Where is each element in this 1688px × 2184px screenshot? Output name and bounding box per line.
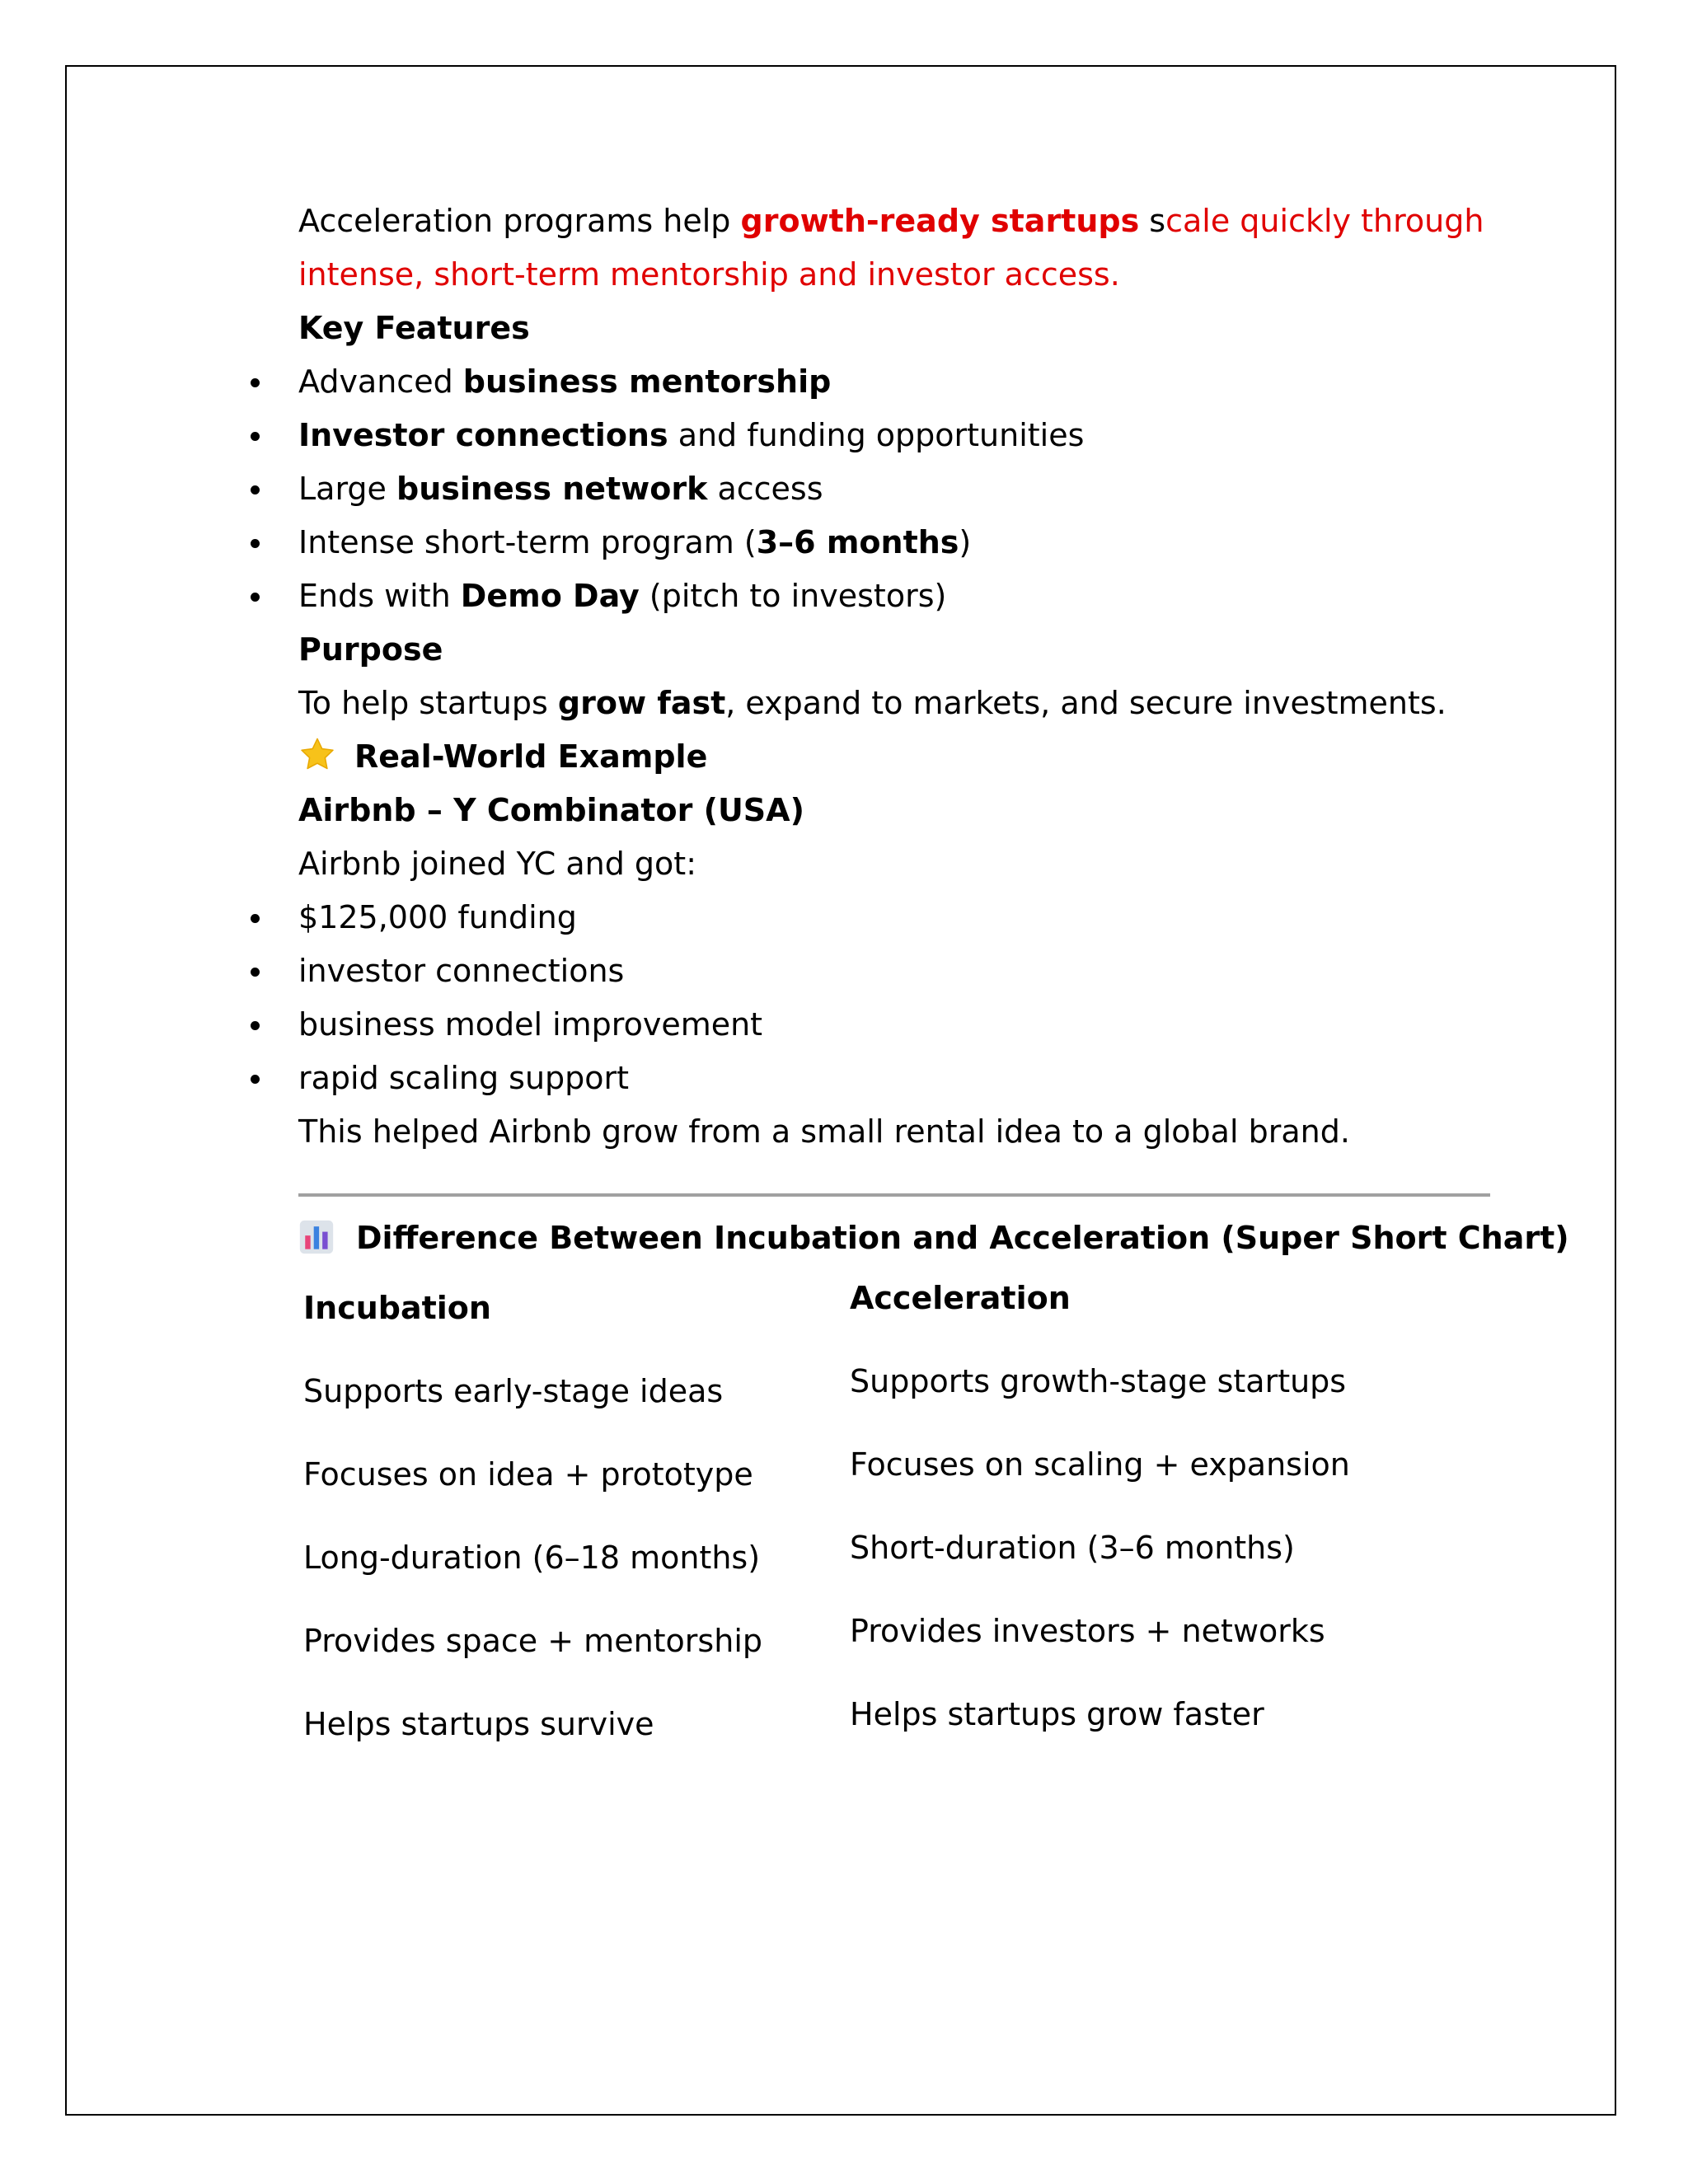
feature-text: Large — [298, 471, 396, 507]
feature-text: ) — [959, 524, 972, 560]
key-features-heading-text: Key Features — [298, 310, 530, 346]
key-features-heading — [298, 302, 1493, 355]
purpose-heading — [298, 623, 1493, 677]
example-item: investor connections — [298, 944, 1493, 998]
feature-text: and funding opportunities — [668, 417, 1085, 453]
incubation-row: Supports early-stage ideas — [303, 1373, 724, 1409]
example-intro: Airbnb joined YC and got: — [298, 846, 696, 882]
example-conclusion: This helped Airbnb grow from a small rental idea to a global brand. — [298, 1113, 1350, 1150]
feature-text: access — [707, 471, 823, 507]
feature-bold: business network — [396, 471, 708, 507]
incubation-header: Incubation — [303, 1290, 491, 1326]
comparison-heading — [298, 1212, 1569, 1265]
feature-item — [298, 462, 1493, 516]
feature-item — [298, 355, 1493, 409]
example-item: $125,000 funding — [298, 891, 1493, 944]
feature-item — [298, 569, 1493, 623]
document-body — [298, 194, 1493, 1159]
feature-bold: Investor connections — [298, 417, 668, 453]
feature-item — [298, 409, 1493, 462]
example-subheading — [298, 784, 1493, 837]
intro-highlight: growth-ready startups — [740, 203, 1140, 239]
example-heading-text: Real-World Example — [354, 738, 708, 775]
intro-text: Acceleration programs help — [298, 203, 741, 239]
incubation-row: Long-duration (6–18 months) — [303, 1540, 761, 1576]
example-heading — [298, 730, 1493, 784]
feature-item — [298, 516, 1493, 569]
incubation-row: Provides space + mentorship — [303, 1623, 762, 1659]
star-icon — [298, 736, 336, 774]
example-item: business model improvement — [298, 998, 1493, 1052]
intro-red-text: cale quickly through — [1165, 203, 1484, 239]
acceleration-row: Short-duration (3–6 months) — [850, 1530, 1295, 1566]
feature-text: Intense short-term program ( — [298, 524, 757, 560]
feature-text: Ends with — [298, 578, 461, 614]
purpose-text — [298, 677, 1493, 730]
intro-line-2: intense, short-term mentorship and investor access. — [298, 256, 1120, 293]
comparison-title: Difference Between Incubation and Acceleration (Super Short Chart) — [356, 1220, 1569, 1256]
example-subheading-text: Airbnb – Y Combinator (USA) — [298, 792, 804, 828]
purpose-post: , expand to markets, and secure investments. — [725, 685, 1447, 721]
feature-text: (pitch to investors) — [639, 578, 947, 614]
acceleration-row: Helps startups grow faster — [850, 1696, 1264, 1732]
purpose-bold: grow fast — [557, 685, 726, 721]
purpose-pre: To help startups — [298, 685, 558, 721]
acceleration-row: Supports growth-stage startups — [850, 1363, 1347, 1399]
example-item: rapid scaling support — [298, 1052, 1493, 1105]
feature-bold: Demo Day — [460, 578, 640, 614]
incubation-row: Focuses on idea + prototype — [303, 1456, 753, 1493]
intro-line-1 — [298, 194, 1493, 248]
feature-text: Advanced — [298, 363, 463, 400]
acceleration-row: Focuses on scaling + expansion — [850, 1446, 1350, 1483]
acceleration-row: Provides investors + networks — [850, 1613, 1325, 1649]
horizontal-rule — [298, 1193, 1490, 1197]
feature-bold: business mentorship — [462, 363, 832, 400]
purpose-heading-text: Purpose — [298, 631, 443, 668]
acceleration-header: Acceleration — [850, 1280, 1071, 1316]
bar-chart-icon — [298, 1219, 335, 1255]
feature-bold: 3–6 months — [756, 524, 959, 560]
intro-s: s — [1139, 203, 1166, 239]
incubation-row: Helps startups survive — [303, 1706, 654, 1742]
